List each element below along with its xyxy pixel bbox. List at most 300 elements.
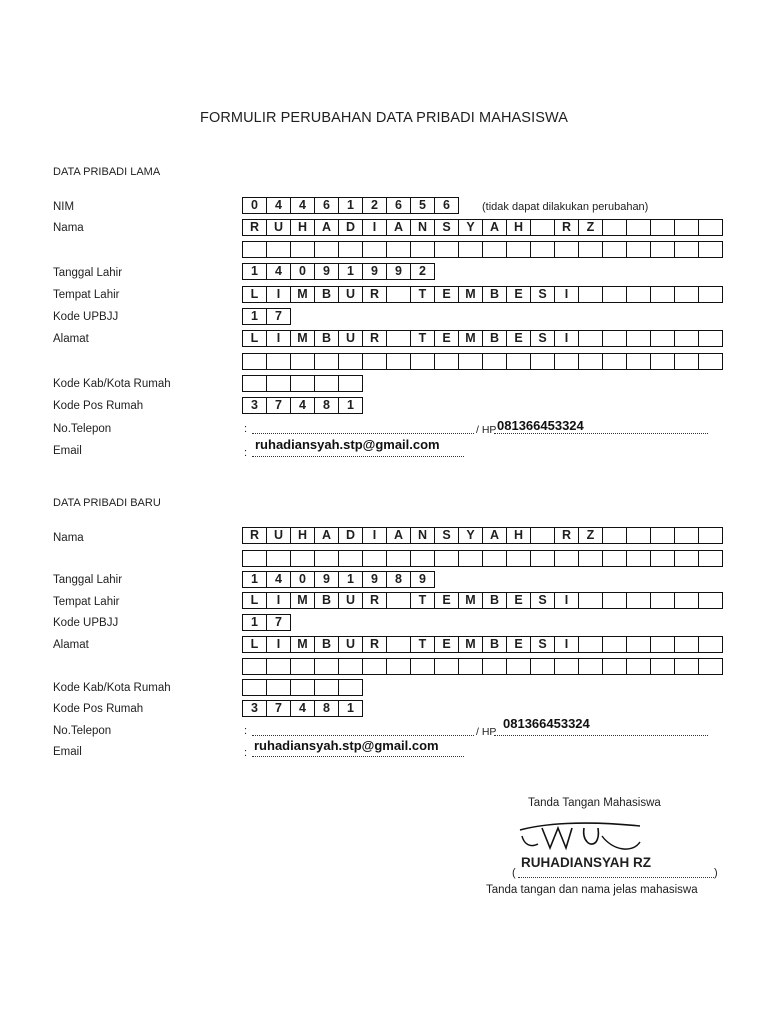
old-alamat-boxes-cell[interactable] <box>675 331 699 346</box>
new-alamat-boxes-line2-cell[interactable] <box>435 659 459 674</box>
old-alamat-boxes-cell[interactable]: L <box>243 331 267 346</box>
old-nama-boxes-line2-cell[interactable] <box>699 242 723 257</box>
new-nama-boxes-line2-cell[interactable] <box>267 551 291 566</box>
new-alamat-boxes-cell[interactable]: I <box>267 637 291 652</box>
new-alamat-boxes-cell[interactable]: B <box>315 637 339 652</box>
new-nama-boxes-cell[interactable] <box>627 528 651 543</box>
new-kode-kab-boxes[interactable] <box>242 679 363 696</box>
new-alamat-boxes-cell[interactable]: I <box>555 637 579 652</box>
old-alamat-boxes-line2-cell[interactable] <box>627 354 651 369</box>
old-nim-boxes-cell[interactable]: 4 <box>267 198 291 213</box>
old-nama-boxes-line2-cell[interactable] <box>459 242 483 257</box>
old-nama-boxes-cell[interactable]: U <box>267 220 291 235</box>
old-alamat-boxes-cell[interactable] <box>579 331 603 346</box>
new-alamat-boxes-line2-cell[interactable] <box>291 659 315 674</box>
old-nama-boxes-line2-cell[interactable] <box>675 242 699 257</box>
new-alamat-boxes-line2-cell[interactable] <box>459 659 483 674</box>
old-email-label: Email <box>53 445 82 457</box>
old-nama-boxes-line2-cell[interactable] <box>483 242 507 257</box>
old-email-field[interactable] <box>252 456 464 457</box>
old-alamat-boxes-line2-cell[interactable] <box>243 354 267 369</box>
old-tempat-lahir-boxes-cell[interactable]: S <box>531 287 555 302</box>
new-tempat-lahir-boxes-cell[interactable]: T <box>411 593 435 608</box>
new-nama-boxes-line2-cell[interactable] <box>387 551 411 566</box>
old-kode-pos-boxes-cell[interactable]: 8 <box>315 398 339 413</box>
new-tempat-lahir-boxes-cell[interactable]: R <box>363 593 387 608</box>
new-kode-kab-boxes-cell[interactable] <box>243 680 267 695</box>
old-tanggal-lahir-boxes-cell[interactable]: 9 <box>315 264 339 279</box>
old-tempat-lahir-boxes-cell[interactable] <box>387 287 411 302</box>
old-nama-boxes-cell[interactable]: H <box>507 220 531 235</box>
new-alamat-boxes-cell[interactable]: S <box>531 637 555 652</box>
signature-caption: Tanda tangan dan nama jelas mahasiswa <box>486 884 698 896</box>
old-kode-upbjj-boxes[interactable] <box>242 308 291 325</box>
new-alamat-boxes-cell[interactable]: M <box>291 637 315 652</box>
old-alamat-label: Alamat <box>53 333 89 345</box>
new-alamat-boxes-cell[interactable]: U <box>339 637 363 652</box>
new-telepon-label: No.Telepon <box>53 725 112 737</box>
new-alamat-boxes-cell[interactable]: L <box>243 637 267 652</box>
new-nama-boxes-line2[interactable] <box>242 550 723 567</box>
old-alamat-boxes-line2-cell[interactable] <box>435 354 459 369</box>
old-nama-boxes-line2-cell[interactable] <box>435 242 459 257</box>
old-alamat-boxes-line2-cell[interactable] <box>483 354 507 369</box>
old-alamat-boxes-cell[interactable]: M <box>459 331 483 346</box>
new-nama-boxes-cell[interactable]: I <box>363 528 387 543</box>
new-telepon-field[interactable] <box>252 735 474 736</box>
old-tanggal-lahir-boxes-cell[interactable]: 0 <box>291 264 315 279</box>
new-hp-value: 081366453324 <box>503 716 590 731</box>
old-kode-pos-boxes-cell[interactable]: 4 <box>291 398 315 413</box>
old-nama-boxes-line2-cell[interactable] <box>627 242 651 257</box>
old-nama-boxes-line2-cell[interactable] <box>411 242 435 257</box>
new-kode-kab-label: Kode Kab/Kota Rumah <box>53 682 171 694</box>
old-nama-boxes-cell[interactable]: H <box>291 220 315 235</box>
old-alamat-boxes-line2-cell[interactable] <box>411 354 435 369</box>
new-kode-pos-boxes-cell[interactable]: 1 <box>339 701 363 716</box>
new-alamat-boxes-line2-cell[interactable] <box>651 659 675 674</box>
old-nama-boxes-cell[interactable]: R <box>555 220 579 235</box>
new-tempat-lahir-boxes-cell[interactable]: I <box>267 593 291 608</box>
old-nama-boxes-line2[interactable] <box>242 241 723 258</box>
new-tanggal-lahir-boxes-cell[interactable]: 4 <box>267 572 291 587</box>
new-alamat-boxes-line2-cell[interactable] <box>315 659 339 674</box>
old-kode-pos-boxes-cell[interactable]: 1 <box>339 398 363 413</box>
old-nama-boxes-line2-cell[interactable] <box>387 242 411 257</box>
old-nama-boxes-line2-cell[interactable] <box>363 242 387 257</box>
new-nama-boxes-cell[interactable]: R <box>555 528 579 543</box>
new-nama-boxes-line2-cell[interactable] <box>675 551 699 566</box>
new-alamat-boxes[interactable] <box>242 636 723 653</box>
new-tanggal-lahir-boxes-cell[interactable]: 9 <box>315 572 339 587</box>
new-nama-boxes-cell[interactable] <box>675 528 699 543</box>
old-tanggal-lahir-label: Tanggal Lahir <box>53 267 123 279</box>
old-telepon-label: No.Telepon <box>53 423 112 435</box>
new-alamat-boxes-line2-cell[interactable] <box>579 659 603 674</box>
new-alamat-boxes-line2-cell[interactable] <box>699 659 723 674</box>
new-kode-upbjj-boxes[interactable] <box>242 614 291 631</box>
old-tempat-lahir-boxes-cell[interactable]: E <box>507 287 531 302</box>
new-email-colon: : <box>244 747 248 759</box>
new-kode-pos-boxes-cell[interactable]: 4 <box>291 701 315 716</box>
new-kode-kab-boxes-cell[interactable] <box>339 680 363 695</box>
signature-name: RUHADIANSYAH RZ <box>521 855 652 870</box>
old-alamat-boxes-line2-cell[interactable] <box>507 354 531 369</box>
new-tempat-lahir-boxes-cell[interactable]: S <box>531 593 555 608</box>
new-nama-boxes-line2-cell[interactable] <box>603 551 627 566</box>
old-alamat-boxes-line2[interactable] <box>242 353 723 370</box>
new-alamat-boxes-cell[interactable]: E <box>435 637 459 652</box>
old-kode-kab-boxes-cell[interactable] <box>315 376 339 391</box>
old-alamat-boxes-line2-cell[interactable] <box>603 354 627 369</box>
new-hp-field[interactable] <box>494 735 708 736</box>
old-alamat-boxes-cell[interactable]: I <box>555 331 579 346</box>
old-nim-boxes-cell[interactable]: 2 <box>363 198 387 213</box>
new-tempat-lahir-boxes-cell[interactable] <box>627 593 651 608</box>
old-nim-boxes-cell[interactable]: 6 <box>435 198 459 213</box>
new-kode-upbjj-boxes-cell[interactable]: 1 <box>243 615 267 630</box>
new-tanggal-lahir-boxes-cell[interactable]: 1 <box>243 572 267 587</box>
old-alamat-boxes-line2-cell[interactable] <box>363 354 387 369</box>
old-alamat-boxes-cell[interactable]: M <box>291 331 315 346</box>
old-nama-boxes-cell[interactable] <box>627 220 651 235</box>
new-alamat-boxes-cell[interactable] <box>579 637 603 652</box>
new-kode-pos-boxes-cell[interactable]: 3 <box>243 701 267 716</box>
old-alamat-boxes-line2-cell[interactable] <box>531 354 555 369</box>
new-nama-boxes-cell[interactable]: R <box>243 528 267 543</box>
new-kode-kab-boxes-cell[interactable] <box>291 680 315 695</box>
new-alamat-boxes-line2-cell[interactable] <box>531 659 555 674</box>
old-tanggal-lahir-boxes-cell[interactable]: 9 <box>363 264 387 279</box>
new-tempat-lahir-boxes-cell[interactable]: U <box>339 593 363 608</box>
old-kode-upbjj-boxes-cell[interactable]: 1 <box>243 309 267 324</box>
new-nama-boxes-line2-cell[interactable] <box>411 551 435 566</box>
old-alamat-boxes-line2-cell[interactable] <box>579 354 603 369</box>
new-kode-upbjj-boxes-cell[interactable]: 7 <box>267 615 291 630</box>
old-tempat-lahir-boxes-cell[interactable]: T <box>411 287 435 302</box>
new-alamat-boxes-line2-cell[interactable] <box>627 659 651 674</box>
signature-name-field[interactable] <box>518 877 714 878</box>
old-kode-upbjj-boxes-cell[interactable]: 7 <box>267 309 291 324</box>
new-kode-upbjj-label: Kode UPBJJ <box>53 617 119 629</box>
new-alamat-boxes-line2-cell[interactable] <box>483 659 507 674</box>
new-tempat-lahir-boxes[interactable] <box>242 592 723 609</box>
old-tempat-lahir-boxes-cell[interactable]: B <box>315 287 339 302</box>
old-kode-kab-boxes-cell[interactable] <box>243 376 267 391</box>
new-alamat-boxes-cell[interactable] <box>603 637 627 652</box>
new-alamat-boxes-line2-cell[interactable] <box>555 659 579 674</box>
old-tempat-lahir-boxes-cell[interactable] <box>675 287 699 302</box>
new-tempat-lahir-boxes-cell[interactable] <box>651 593 675 608</box>
new-hp-label: / HP <box>476 726 497 738</box>
new-nama-boxes-line2-cell[interactable] <box>291 551 315 566</box>
old-kode-kab-boxes-cell[interactable] <box>339 376 363 391</box>
old-nama-boxes-cell[interactable]: Z <box>579 220 603 235</box>
old-alamat-boxes-cell[interactable]: E <box>507 331 531 346</box>
old-email-colon: : <box>244 447 248 459</box>
new-tempat-lahir-boxes-cell[interactable] <box>579 593 603 608</box>
old-nim-boxes-cell[interactable]: 0 <box>243 198 267 213</box>
new-alamat-boxes-line2-cell[interactable] <box>243 659 267 674</box>
old-tempat-lahir-boxes-cell[interactable] <box>651 287 675 302</box>
old-email-value: ruhadiansyah.stp@gmail.com <box>255 437 440 452</box>
new-nama-boxes-line2-cell[interactable] <box>315 551 339 566</box>
old-alamat-boxes-cell[interactable] <box>651 331 675 346</box>
new-nama-boxes-line2-cell[interactable] <box>699 551 723 566</box>
new-nama-boxes-cell[interactable]: A <box>387 528 411 543</box>
new-nama-boxes-cell[interactable]: A <box>483 528 507 543</box>
old-alamat-boxes-line2-cell[interactable] <box>387 354 411 369</box>
old-alamat-boxes-cell[interactable]: I <box>267 331 291 346</box>
old-nim-boxes-cell[interactable]: 4 <box>291 198 315 213</box>
old-nama-boxes-cell[interactable] <box>603 220 627 235</box>
new-email-field[interactable] <box>252 756 464 757</box>
old-alamat-boxes-cell[interactable]: B <box>315 331 339 346</box>
new-alamat-boxes-line2[interactable] <box>242 658 723 675</box>
new-nama-boxes-cell[interactable] <box>699 528 723 543</box>
old-alamat-boxes-cell[interactable] <box>603 331 627 346</box>
new-kode-pos-boxes-cell[interactable]: 8 <box>315 701 339 716</box>
old-hp-field[interactable] <box>494 433 708 434</box>
old-nama-boxes-cell[interactable]: R <box>243 220 267 235</box>
old-alamat-boxes[interactable] <box>242 330 723 347</box>
old-nim-boxes[interactable] <box>242 197 459 214</box>
new-alamat-boxes-line2-cell[interactable] <box>339 659 363 674</box>
old-nim-boxes-cell[interactable]: 1 <box>339 198 363 213</box>
old-alamat-boxes-line2-cell[interactable] <box>267 354 291 369</box>
new-nama-boxes-cell[interactable]: H <box>507 528 531 543</box>
old-kode-pos-boxes-cell[interactable]: 3 <box>243 398 267 413</box>
old-nim-boxes-cell[interactable]: 6 <box>315 198 339 213</box>
old-nama-boxes-line2-cell[interactable] <box>315 242 339 257</box>
new-nama-boxes-cell[interactable]: H <box>291 528 315 543</box>
new-alamat-boxes-cell[interactable]: B <box>483 637 507 652</box>
new-nama-boxes-line2-cell[interactable] <box>579 551 603 566</box>
new-alamat-boxes-line2-cell[interactable] <box>267 659 291 674</box>
new-tempat-lahir-boxes-cell[interactable] <box>603 593 627 608</box>
new-nama-boxes-cell[interactable]: A <box>315 528 339 543</box>
old-nim-note: (tidak dapat dilakukan perubahan) <box>482 201 649 213</box>
old-tempat-lahir-boxes-cell[interactable]: M <box>291 287 315 302</box>
old-tanggal-lahir-boxes-cell[interactable]: 2 <box>411 264 435 279</box>
new-tempat-lahir-boxes-cell[interactable]: B <box>315 593 339 608</box>
old-tempat-lahir-boxes-cell[interactable] <box>627 287 651 302</box>
signature-title: Tanda Tangan Mahasiswa <box>528 797 661 809</box>
new-alamat-boxes-line2-cell[interactable] <box>363 659 387 674</box>
old-kode-kab-boxes-cell[interactable] <box>291 376 315 391</box>
old-alamat-boxes-line2-cell[interactable] <box>339 354 363 369</box>
old-nama-boxes-line2-cell[interactable] <box>579 242 603 257</box>
old-tempat-lahir-boxes-cell[interactable]: B <box>483 287 507 302</box>
new-tempat-lahir-boxes-cell[interactable] <box>387 593 411 608</box>
new-nama-label: Nama <box>53 532 84 544</box>
new-nama-boxes-cell[interactable] <box>651 528 675 543</box>
new-nama-boxes-line2-cell[interactable] <box>483 551 507 566</box>
new-tanggal-lahir-label: Tanggal Lahir <box>53 574 123 586</box>
old-tempat-lahir-boxes-cell[interactable] <box>699 287 723 302</box>
new-kode-pos-boxes[interactable] <box>242 700 363 717</box>
old-kode-kab-boxes[interactable] <box>242 375 363 392</box>
old-alamat-boxes-cell[interactable]: S <box>531 331 555 346</box>
old-alamat-boxes-line2-cell[interactable] <box>699 354 723 369</box>
new-nama-boxes-cell[interactable]: N <box>411 528 435 543</box>
new-alamat-boxes-cell[interactable]: T <box>411 637 435 652</box>
old-alamat-boxes-cell[interactable]: T <box>411 331 435 346</box>
new-alamat-boxes-line2-cell[interactable] <box>675 659 699 674</box>
old-alamat-boxes-line2-cell[interactable] <box>459 354 483 369</box>
new-nama-boxes-cell[interactable]: U <box>267 528 291 543</box>
old-nama-boxes-cell[interactable] <box>531 220 555 235</box>
new-nama-boxes-line2-cell[interactable] <box>363 551 387 566</box>
new-alamat-boxes-line2-cell[interactable] <box>387 659 411 674</box>
new-kode-pos-label: Kode Pos Rumah <box>53 703 144 715</box>
old-nim-boxes-cell[interactable]: 5 <box>411 198 435 213</box>
new-alamat-boxes-line2-cell[interactable] <box>411 659 435 674</box>
new-tanggal-lahir-boxes-cell[interactable]: 8 <box>387 572 411 587</box>
old-tempat-lahir-boxes-cell[interactable]: L <box>243 287 267 302</box>
old-nama-boxes[interactable] <box>242 219 723 236</box>
old-nim-boxes-cell[interactable]: 6 <box>387 198 411 213</box>
old-section-heading: DATA PRIBADI LAMA <box>53 166 161 178</box>
old-telepon-field[interactable] <box>252 433 474 434</box>
old-tempat-lahir-boxes[interactable] <box>242 286 723 303</box>
new-nama-boxes-line2-cell[interactable] <box>651 551 675 566</box>
new-tanggal-lahir-boxes-cell[interactable]: 1 <box>339 572 363 587</box>
old-alamat-boxes-line2-cell[interactable] <box>675 354 699 369</box>
old-tempat-lahir-boxes-cell[interactable]: E <box>435 287 459 302</box>
old-nama-boxes-cell[interactable]: Y <box>459 220 483 235</box>
new-alamat-boxes-cell[interactable] <box>651 637 675 652</box>
new-kode-kab-boxes-cell[interactable] <box>315 680 339 695</box>
old-nama-boxes-line2-cell[interactable] <box>291 242 315 257</box>
new-alamat-boxes-cell[interactable]: E <box>507 637 531 652</box>
new-alamat-boxes-cell[interactable] <box>387 637 411 652</box>
old-tanggal-lahir-boxes-cell[interactable]: 9 <box>387 264 411 279</box>
new-tempat-lahir-boxes-cell[interactable]: M <box>291 593 315 608</box>
new-nama-boxes-line2-cell[interactable] <box>243 551 267 566</box>
old-nama-boxes-line2-cell[interactable] <box>243 242 267 257</box>
old-tempat-lahir-boxes-cell[interactable]: R <box>363 287 387 302</box>
old-nama-boxes-line2-cell[interactable] <box>507 242 531 257</box>
new-nama-boxes-line2-cell[interactable] <box>627 551 651 566</box>
new-nama-boxes-cell[interactable]: Z <box>579 528 603 543</box>
new-tempat-lahir-boxes-cell[interactable]: E <box>507 593 531 608</box>
old-nama-boxes-cell[interactable]: N <box>411 220 435 235</box>
old-nama-boxes-cell[interactable]: A <box>483 220 507 235</box>
old-nama-boxes-cell[interactable]: A <box>315 220 339 235</box>
old-alamat-boxes-cell[interactable]: B <box>483 331 507 346</box>
new-tanggal-lahir-boxes[interactable] <box>242 571 435 588</box>
new-nama-boxes-cell[interactable] <box>531 528 555 543</box>
new-alamat-boxes-cell[interactable] <box>627 637 651 652</box>
old-tempat-lahir-boxes-cell[interactable]: U <box>339 287 363 302</box>
new-nama-boxes-line2-cell[interactable] <box>459 551 483 566</box>
new-nama-boxes[interactable] <box>242 527 723 544</box>
new-nama-boxes-line2-cell[interactable] <box>507 551 531 566</box>
old-alamat-boxes-line2-cell[interactable] <box>555 354 579 369</box>
old-tanggal-lahir-boxes-cell[interactable]: 1 <box>339 264 363 279</box>
old-kode-pos-boxes[interactable] <box>242 397 363 414</box>
new-alamat-boxes-cell[interactable]: R <box>363 637 387 652</box>
new-tempat-lahir-boxes-cell[interactable] <box>699 593 723 608</box>
signature-paren-open: ( <box>512 867 516 879</box>
new-nama-boxes-cell[interactable]: S <box>435 528 459 543</box>
new-tempat-lahir-boxes-cell[interactable] <box>675 593 699 608</box>
new-alamat-boxes-cell[interactable] <box>699 637 723 652</box>
new-nama-boxes-line2-cell[interactable] <box>555 551 579 566</box>
new-alamat-boxes-cell[interactable]: M <box>459 637 483 652</box>
old-alamat-boxes-cell[interactable] <box>627 331 651 346</box>
new-tempat-lahir-boxes-cell[interactable]: I <box>555 593 579 608</box>
new-tempat-lahir-boxes-cell[interactable]: M <box>459 593 483 608</box>
new-alamat-label: Alamat <box>53 639 89 651</box>
old-nama-boxes-cell[interactable]: A <box>387 220 411 235</box>
new-kode-pos-boxes-cell[interactable]: 7 <box>267 701 291 716</box>
signature-paren-close: ) <box>714 867 718 879</box>
old-kode-upbjj-label: Kode UPBJJ <box>53 311 119 323</box>
new-kode-kab-boxes-cell[interactable] <box>267 680 291 695</box>
new-tempat-lahir-boxes-cell[interactable]: E <box>435 593 459 608</box>
old-tanggal-lahir-boxes-cell[interactable]: 1 <box>243 264 267 279</box>
old-kode-pos-boxes-cell[interactable]: 7 <box>267 398 291 413</box>
old-alamat-boxes-cell[interactable]: R <box>363 331 387 346</box>
old-kode-kab-label: Kode Kab/Kota Rumah <box>53 378 171 390</box>
new-tanggal-lahir-boxes-cell[interactable]: 0 <box>291 572 315 587</box>
new-nama-boxes-line2-cell[interactable] <box>339 551 363 566</box>
old-nama-boxes-cell[interactable] <box>651 220 675 235</box>
new-alamat-boxes-line2-cell[interactable] <box>507 659 531 674</box>
old-alamat-boxes-line2-cell[interactable] <box>651 354 675 369</box>
old-nama-boxes-line2-cell[interactable] <box>267 242 291 257</box>
old-alamat-boxes-cell[interactable] <box>387 331 411 346</box>
old-tanggal-lahir-boxes[interactable] <box>242 263 435 280</box>
old-tanggal-lahir-boxes-cell[interactable]: 4 <box>267 264 291 279</box>
old-tempat-lahir-boxes-cell[interactable]: I <box>555 287 579 302</box>
old-nama-boxes-cell[interactable] <box>675 220 699 235</box>
old-alamat-boxes-cell[interactable]: U <box>339 331 363 346</box>
new-tanggal-lahir-boxes-cell[interactable]: 9 <box>411 572 435 587</box>
old-nama-boxes-cell[interactable]: D <box>339 220 363 235</box>
new-tanggal-lahir-boxes-cell[interactable]: 9 <box>363 572 387 587</box>
old-tempat-lahir-boxes-cell[interactable]: I <box>267 287 291 302</box>
old-nama-boxes-cell[interactable]: S <box>435 220 459 235</box>
old-alamat-boxes-line2-cell[interactable] <box>291 354 315 369</box>
old-nama-boxes-line2-cell[interactable] <box>651 242 675 257</box>
old-nama-boxes-cell[interactable] <box>699 220 723 235</box>
old-nama-boxes-line2-cell[interactable] <box>339 242 363 257</box>
old-nama-boxes-line2-cell[interactable] <box>603 242 627 257</box>
new-nama-boxes-cell[interactable]: D <box>339 528 363 543</box>
new-tempat-lahir-boxes-cell[interactable]: B <box>483 593 507 608</box>
new-nama-boxes-line2-cell[interactable] <box>435 551 459 566</box>
old-nama-boxes-cell[interactable]: I <box>363 220 387 235</box>
new-alamat-boxes-line2-cell[interactable] <box>603 659 627 674</box>
new-nama-boxes-line2-cell[interactable] <box>531 551 555 566</box>
old-alamat-boxes-cell[interactable] <box>699 331 723 346</box>
old-nama-boxes-line2-cell[interactable] <box>531 242 555 257</box>
new-tempat-lahir-boxes-cell[interactable]: L <box>243 593 267 608</box>
old-alamat-boxes-line2-cell[interactable] <box>315 354 339 369</box>
old-tempat-lahir-boxes-cell[interactable] <box>603 287 627 302</box>
old-nama-boxes-line2-cell[interactable] <box>555 242 579 257</box>
new-nama-boxes-cell[interactable]: Y <box>459 528 483 543</box>
old-tempat-lahir-boxes-cell[interactable] <box>579 287 603 302</box>
new-nama-boxes-cell[interactable] <box>603 528 627 543</box>
old-alamat-boxes-cell[interactable]: E <box>435 331 459 346</box>
old-kode-kab-boxes-cell[interactable] <box>267 376 291 391</box>
new-alamat-boxes-cell[interactable] <box>675 637 699 652</box>
old-tempat-lahir-boxes-cell[interactable]: M <box>459 287 483 302</box>
